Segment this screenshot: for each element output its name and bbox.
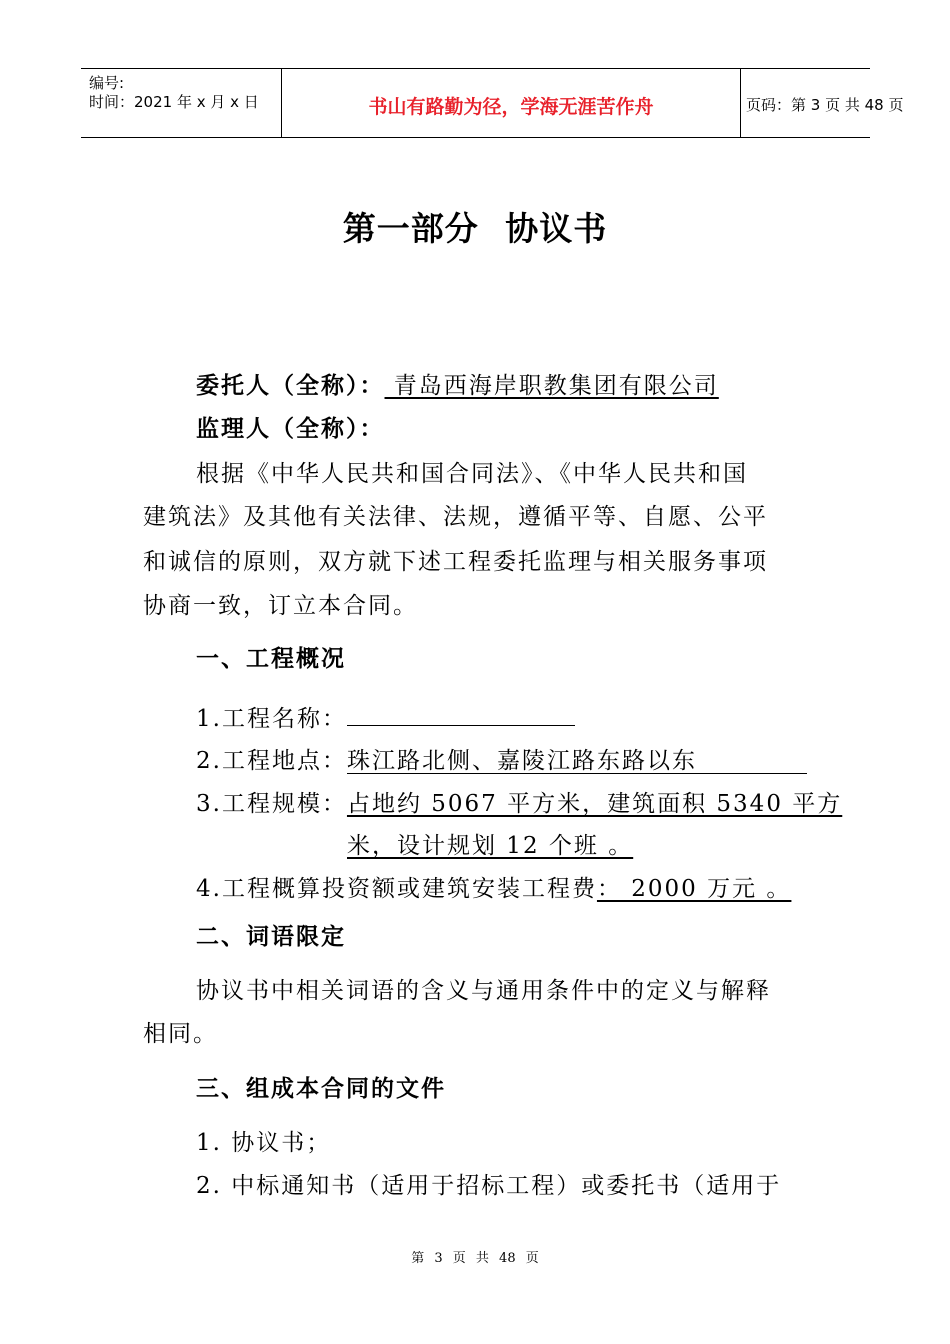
client-label: 委托人（全称）： — [196, 373, 385, 399]
header-meta-cell — [81, 69, 281, 137]
project-location-label: 2.工程地点： — [196, 748, 347, 774]
intro-line-3: 和诚信的原则，双方就下述工程委托监理与相关服务事项 — [143, 549, 768, 575]
project-name-blank — [347, 703, 575, 726]
project-budget-line — [196, 870, 791, 903]
section1-heading: 一、工程概况 — [196, 646, 346, 672]
project-name-label: 1.工程名称： — [196, 706, 347, 732]
project-scale-value-1: 占地约 5067 平方米，建筑面积 5340 平方 — [346, 791, 843, 817]
project-scale-value-2-text: 米，设计规划 12 个班 。 — [347, 833, 634, 859]
section3-heading: 三、组成本合同的文件 — [196, 1076, 446, 1102]
section3-item-1: 1. 协议书； — [196, 1130, 332, 1156]
header-number-label: 编号: — [89, 74, 125, 92]
section2-text-2: 相同。 — [143, 1021, 218, 1047]
project-location-line — [196, 742, 807, 775]
supervisor-label: 监理人（全称）： — [196, 416, 385, 442]
project-scale-line — [196, 785, 842, 818]
client-value: 青岛西海岸职教集团有限公司 — [384, 373, 719, 399]
project-name-line — [196, 700, 575, 733]
header-page-info: 页码：第 3 页 共 48 页 — [746, 96, 904, 114]
project-scale-value-2 — [347, 827, 633, 860]
page-footer: 第 3 页 共 48 页 — [411, 1251, 539, 1266]
project-location-value: 珠江路北侧、嘉陵江路东路以东 — [347, 750, 807, 774]
page-header — [81, 68, 904, 138]
header-page-cell — [740, 69, 904, 137]
project-budget-value: ： 2000 万元 。 — [596, 876, 792, 902]
header-motto-cell — [281, 69, 741, 137]
client-line — [196, 367, 719, 400]
document-title: 第一部分 协议书 — [342, 209, 608, 248]
intro-line-2: 建筑法》及其他有关法律、法规，遵循平等、自愿、公平 — [143, 504, 768, 530]
header-motto: 书山有路勤为径，学海无涯苦作舟 — [368, 96, 654, 118]
section3-item-2: 2. 中标通知书（适用于招标工程）或委托书（适用于 — [196, 1173, 782, 1199]
project-budget-label: 4.工程概算投资额或建筑安装工程费 — [196, 876, 597, 902]
project-scale-label: 3.工程规模： — [196, 791, 347, 817]
section2-heading: 二、词语限定 — [196, 924, 346, 950]
intro-line-4: 协商一致，订立本合同。 — [143, 593, 418, 619]
header-time-label: 时间：2021 年 x 月 x 日 — [89, 93, 259, 111]
intro-line-1: 根据《中华人民共和国合同法》、《中华人民共和国 — [196, 461, 748, 487]
section2-text-1: 协议书中相关词语的含义与通用条件中的定义与解释 — [196, 978, 771, 1004]
